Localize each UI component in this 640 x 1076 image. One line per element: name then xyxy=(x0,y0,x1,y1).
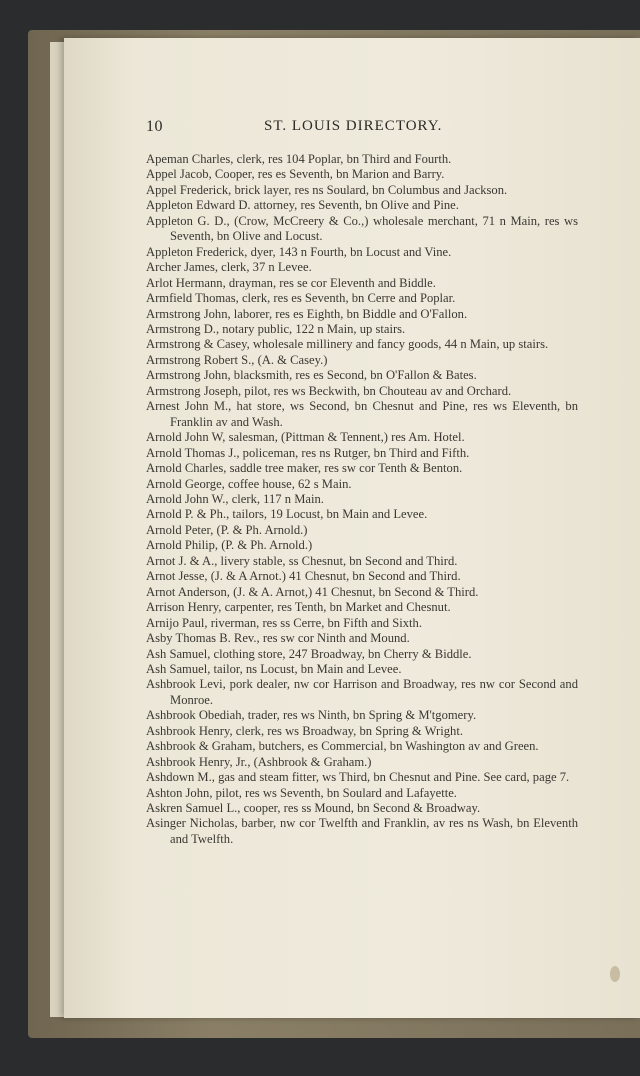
directory-entry: Arnot J. & A., livery stable, ss Chesnut, bn Second and Third. xyxy=(146,553,458,568)
directory-entry: Armstrong Joseph, pilot, res ws Beckwith, bn Chouteau av and Orchard. xyxy=(146,383,512,398)
directory-entry: Armstrong John, laborer, res es Eighth, bn Biddle and O'Fallon. xyxy=(146,306,468,321)
directory-entry: Ashbrook Levi, pork dealer, nw cor Harrison and Broadway, res nw cor Second and Monroe. xyxy=(146,677,578,707)
directory-entry: Ashbrook & Graham, butchers, es Commercial, bn Washington av and Green. xyxy=(146,739,539,754)
directory-entry: Arnold Philip, (P. & Ph. Arnold.) xyxy=(146,538,313,553)
directory-entry: Askren Samuel L., cooper, res ss Mound, bn Second & Broadway. xyxy=(146,801,481,816)
directory-entry: Arnest John M., hat store, ws Second, bn Chesnut and Pine, res ws Eleventh, bn Franklin av and Wash. xyxy=(146,399,578,429)
directory-entry: Asinger Nicholas, barber, nw cor Twelfth and Franklin, av res ns Wash, bn Eleventh and Twelfth. xyxy=(146,816,578,846)
directory-entry: Appel Jacob, Cooper, res es Seventh, bn Marion and Barry. xyxy=(146,167,445,182)
directory-entry: Appleton G. D., (Crow, McCreery & Co.,) wholesale merchant, 71 n Main, res ws Seventh, bn Olive and Locust. xyxy=(146,213,578,244)
directory-entry: Appel Frederick, brick layer, res ns Soulard, bn Columbus and Jackson. xyxy=(146,182,508,197)
directory-entry: Armstrong D., notary public, 122 n Main, up stairs. xyxy=(146,321,406,336)
directory-entry: Ashbrook Henry, clerk, res ws Broadway, bn Spring & Wright. xyxy=(146,723,463,738)
directory-entry: Armstrong Robert S., (A. & Casey.) xyxy=(146,352,328,367)
directory-entry: Arnold John W., clerk, 117 n Main. xyxy=(146,491,324,506)
directory-entry: Arnijo Paul, riverman, res ss Cerre, bn Fifth and Sixth. xyxy=(146,615,422,630)
running-title: ST. LOUIS DIRECTORY. xyxy=(264,118,443,134)
directory-entry: Arnold Thomas J., policeman, res ns Rutger, bn Third and Fifth. xyxy=(146,445,470,460)
page-stain xyxy=(610,966,620,982)
directory-entry: Arrison Henry, carpenter, res Tenth, bn Market and Chesnut. xyxy=(146,600,451,615)
directory-entry: Arnold George, coffee house, 62 s Main. xyxy=(146,476,352,491)
directory-entry: Ashbrook Obediah, trader, res ws Ninth, bn Spring & M'tgomery. xyxy=(146,708,477,723)
page-number: 10 xyxy=(146,118,163,135)
directory-entry: Archer James, clerk, 37 n Levee. xyxy=(146,260,312,275)
directory-entry: Arnold P. & Ph., tailors, 19 Locust, bn Main and Levee. xyxy=(146,507,428,522)
directory-entry: Ash Samuel, tailor, ns Locust, bn Main and Levee. xyxy=(146,661,402,676)
directory-entry: Ashton John, pilot, res ws Seventh, bn Soulard and Lafayette. xyxy=(146,785,457,800)
directory-entry: Arnold John W, salesman, (Pittman & Tennent,) res Am. Hotel. xyxy=(146,430,465,445)
directory-entry: Appleton Edward D. attorney, res Seventh, bn Olive and Pine. xyxy=(146,198,459,213)
directory-entry: Armstrong & Casey, wholesale millinery and fancy goods, 44 n Main, up stairs. xyxy=(146,337,549,352)
directory-entry: Armfield Thomas, clerk, res es Seventh, bn Cerre and Poplar. xyxy=(146,291,456,306)
directory-entry: Ash Samuel, clothing store, 247 Broadway, bn Cherry & Biddle. xyxy=(146,646,472,661)
directory-entry: Arnold Charles, saddle tree maker, res sw cor Tenth & Benton. xyxy=(146,461,463,476)
directory-entry: Arnold Peter, (P. & Ph. Arnold.) xyxy=(146,522,308,537)
directory-entry: Arlot Hermann, drayman, res se cor Eleventh and Biddle. xyxy=(146,275,436,290)
directory-entry: Asby Thomas B. Rev., res sw cor Ninth and Mound. xyxy=(146,631,410,646)
directory-entry: Ashbrook Henry, Jr., (Ashbrook & Graham.) xyxy=(146,754,372,769)
directory-entry: Ashdown M., gas and steam fitter, ws Third, bn Chesnut and Pine. See card, page 7. xyxy=(146,770,570,785)
page-header xyxy=(146,118,576,140)
directory-entry: Armstrong John, blacksmith, res es Second, bn O'Fallon & Bates. xyxy=(146,368,477,383)
directory-entries xyxy=(146,152,578,847)
directory-entry: Apeman Charles, clerk, res 104 Poplar, bn Third and Fourth. xyxy=(146,152,452,166)
directory-entry: Arnot Anderson, (J. & A. Arnot,) 41 Chesnut, bn Second & Third. xyxy=(146,584,479,599)
directory-entry: Arnot Jesse, (J. & A Arnot.) 41 Chesnut, bn Second and Third. xyxy=(146,569,461,584)
directory-entry: Appleton Frederick, dyer, 143 n Fourth, bn Locust and Vine. xyxy=(146,244,452,259)
